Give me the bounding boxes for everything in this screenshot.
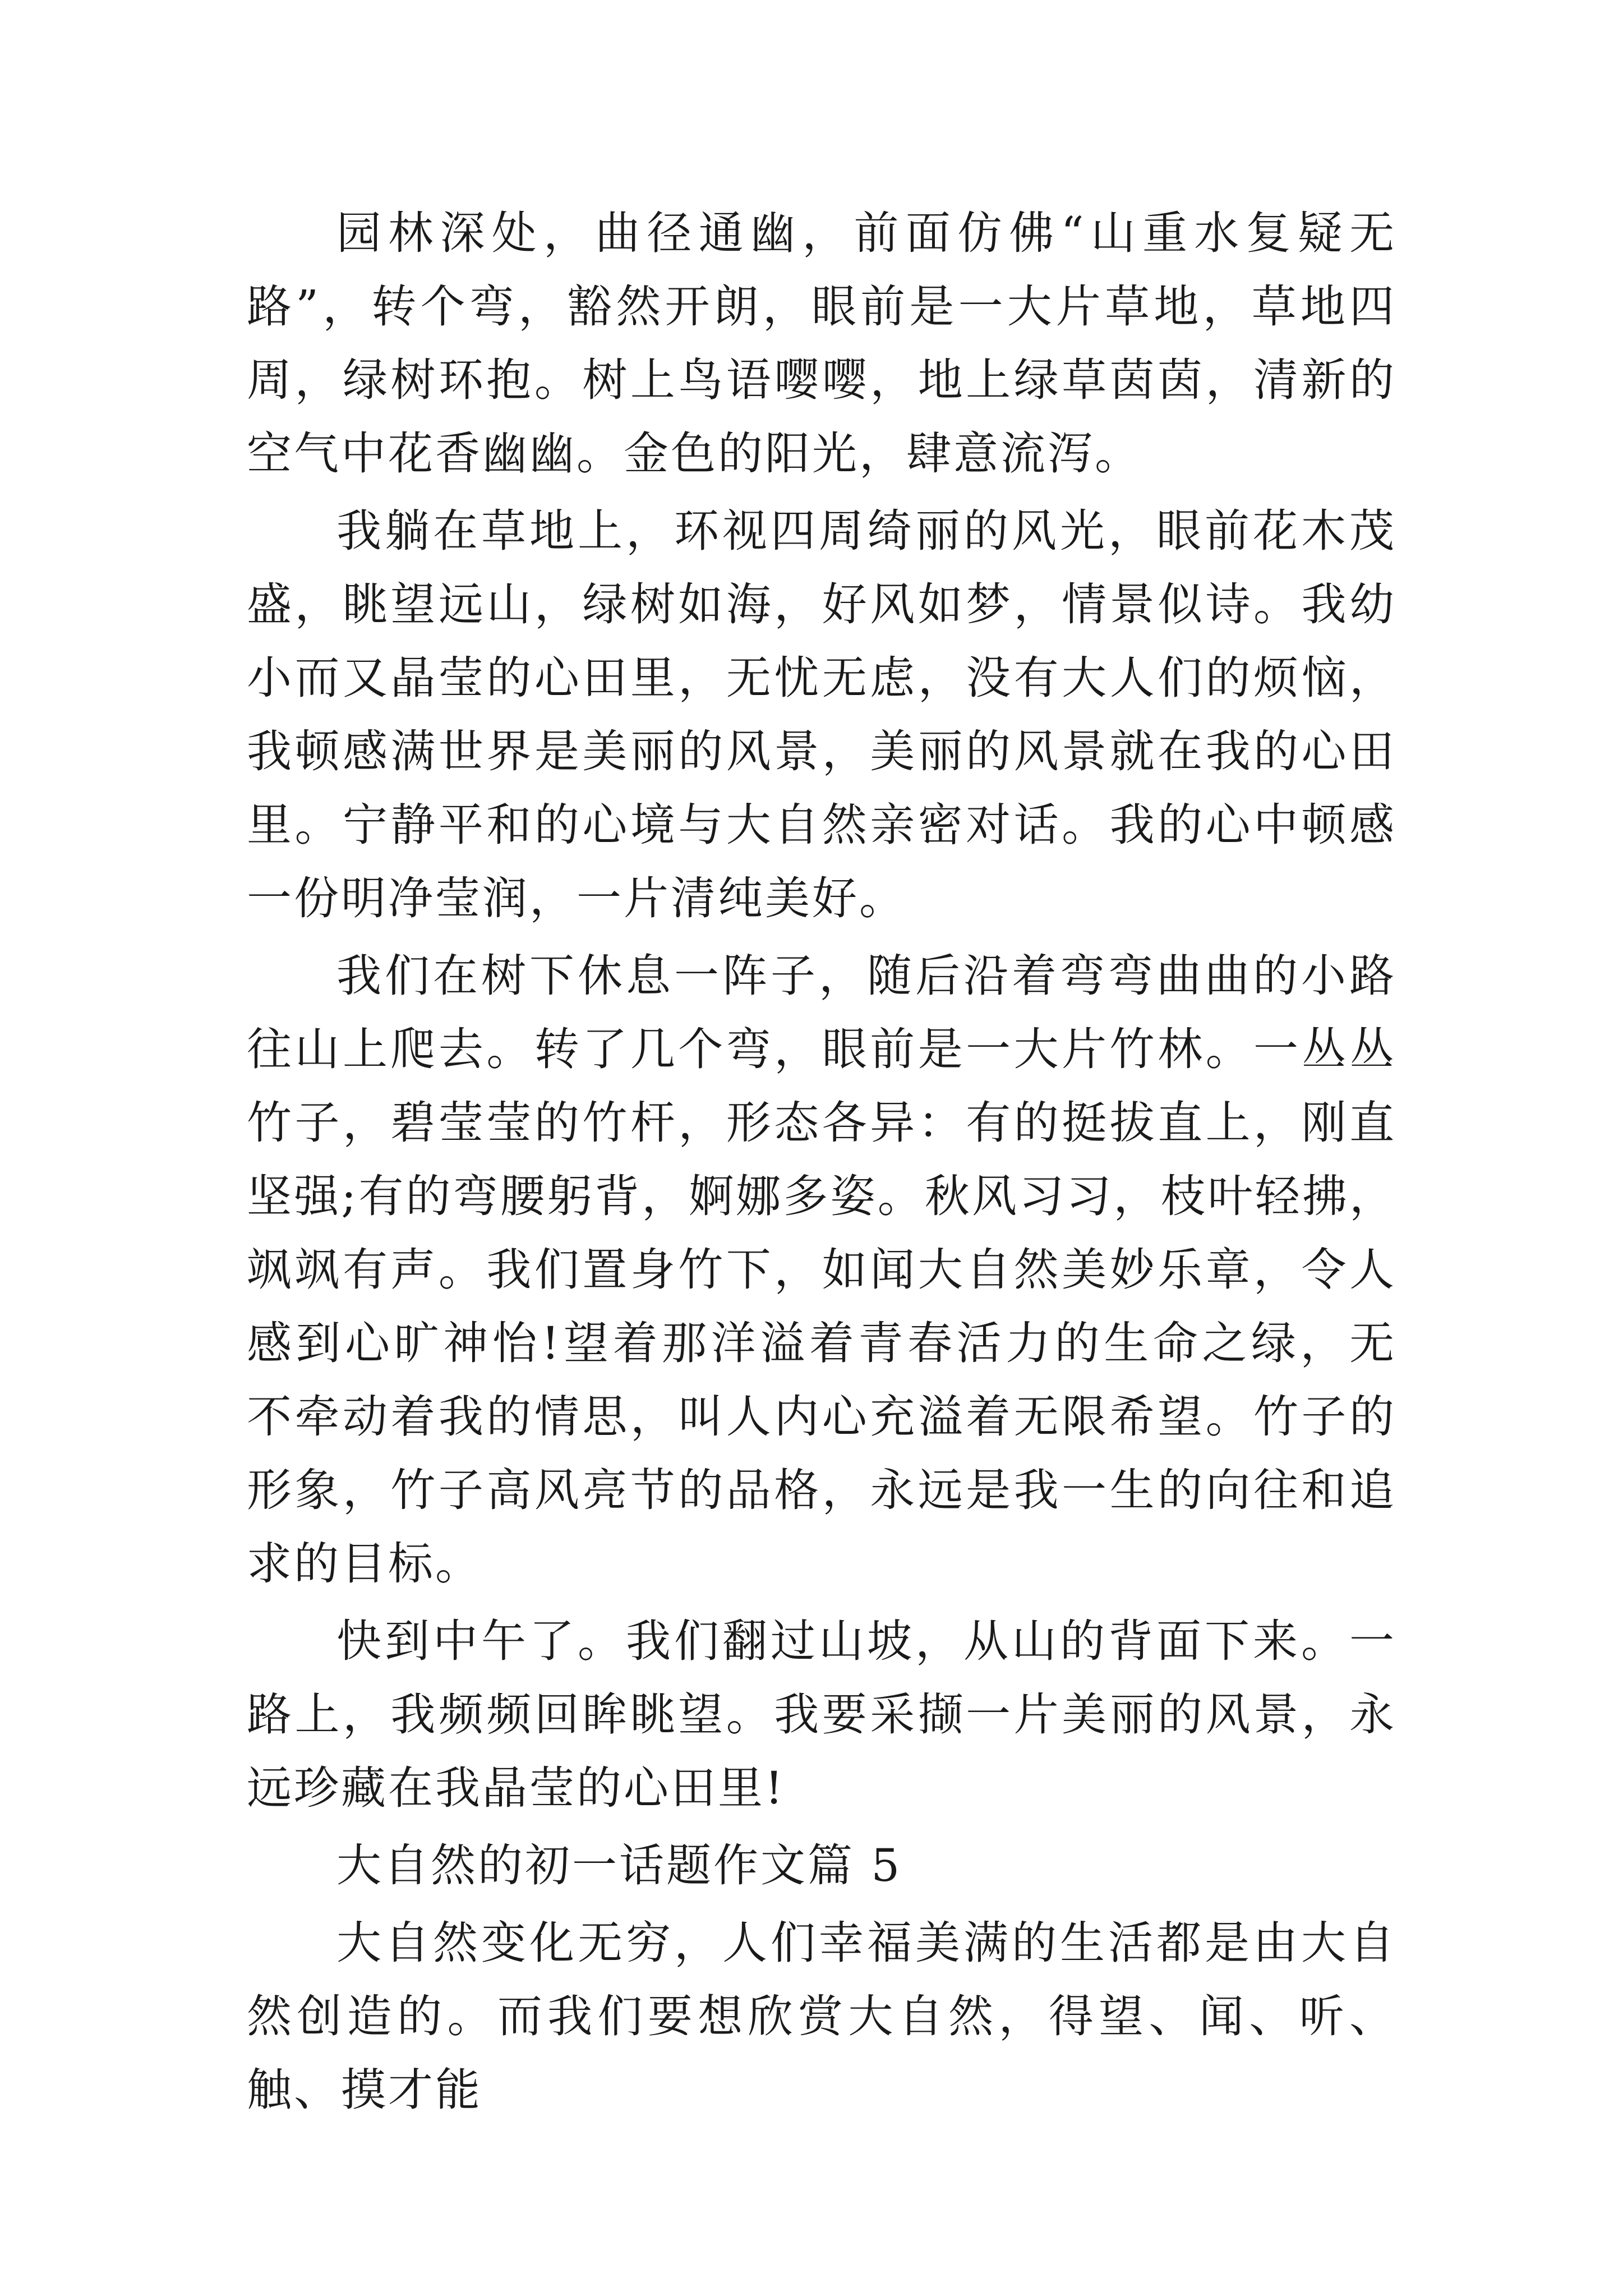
paragraph-garden: 园林深处，曲径通幽，前面仿佛“山重水复疑无路”，转个弯，豁然开朗，眼前是一大片草地，草地四周，绿树环抱。树上鸟语嘤嘤，地上绿草茵茵，清新的空气中花香幽幽。金色的阳光，肆意流泻。: [247, 207, 1396, 480]
paragraph-noon: 快到中午了。我们翻过山坡，从山的背面下来。一路上，我频频回眸眺望。我要采撷一片美丽的风景，永远珍藏在我晶莹的心田里!: [247, 1615, 1396, 1814]
paragraph-nature: 大自然变化无穷，人们幸福美满的生活都是由大自然创造的。而我们要想欣赏大自然，得望、闻、听、触、摸才能: [247, 1917, 1396, 2116]
section-heading: 大自然的初一话题作文篇 5: [336, 1839, 902, 1892]
document-body: [247, 196, 1396, 2131]
paragraph-meadow: 我躺在草地上，环视四周绮丽的风光，眼前花木茂盛，眺望远山，绿树如海，好风如梦，情景似诗。我幼小而又晶莹的心田里，无忧无虑，没有大人们的烦恼，我顿感满世界是美丽的风景，美丽的风景就在我的心田里。宁静平和的心境与大自然亲密对话。我的心中顿感一份明净莹润，一片清纯美好。: [247, 505, 1396, 924]
paragraph-bamboo: 我们在树下休息一阵子，随后沿着弯弯曲曲的小路往山上爬去。转了几个弯，眼前是一大片竹林。一丛丛竹子，碧莹莹的竹杆，形态各异：有的挺拔直上，刚直坚强;有的弯腰躬背，婀娜多姿。秋风习习，枝叶轻拂，飒飒有声。我们置身竹下，如闻大自然美妙乐章，令人感到心旷神怡!望着那洋溢着青春活力的生命之绿，无不牵动着我的情思，叫人内心充溢着无限希望。竹子的形象，竹子高风亮节的品格，永远是我一生的向往和追求的目标。: [247, 950, 1396, 1590]
